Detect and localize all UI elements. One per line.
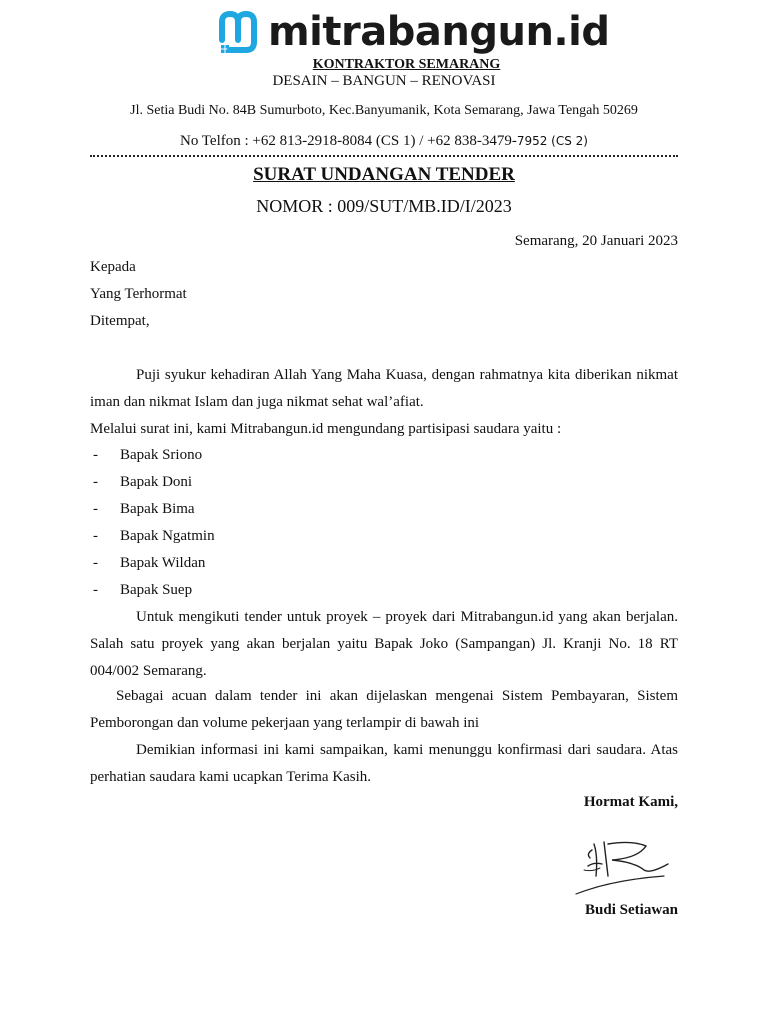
invitee-name: Bapak Sriono	[120, 447, 203, 463]
invitation-line: Melalui surat ini, kami Mitrabangun.id mengundang partisipasi saudara yaitu :	[90, 421, 562, 437]
phone-main: No Telfon : +62 813-2918-8084 (CS 1) / +62 838-3479-	[180, 133, 517, 149]
reference-paragraph: Sebagai acuan dalam tender ini akan dijelaskan mengenai Sistem Pembayaran, Sistem Pemborongan dan volume pekerjaan yang terlampir di bawah ini	[90, 688, 678, 731]
invitee-name: Bapak Bima	[120, 501, 195, 517]
company-address: Jl. Setia Budi No. 84B Sumurboto, Kec.Banyumanik, Kota Semarang, Jawa Tengah 50269	[130, 103, 638, 118]
invitee-name: Bapak Suep	[120, 582, 193, 598]
document-number: NOMOR : 009/SUT/MB.ID/I/2023	[256, 196, 512, 216]
list-item	[90, 442, 215, 469]
signature-image	[572, 836, 672, 903]
recipient-line-1: Kepada	[90, 259, 136, 275]
recipient-line-3: Ditempat,	[90, 313, 150, 329]
invitee-name: Bapak Wildan	[120, 555, 206, 571]
document-date: Semarang, 20 Januari 2023	[514, 233, 678, 249]
invitee-name: Bapak Doni	[120, 474, 193, 490]
list-item	[90, 550, 215, 577]
list-marker: -	[93, 447, 98, 463]
list-item	[90, 523, 215, 550]
company-phone	[0, 133, 768, 150]
list-marker: -	[93, 474, 98, 490]
logo-mark-icon	[218, 10, 264, 54]
list-marker: -	[93, 501, 98, 517]
list-marker: -	[93, 582, 98, 598]
invitee-name: Bapak Ngatmin	[120, 528, 215, 544]
list-marker: -	[93, 555, 98, 571]
list-item	[90, 577, 215, 604]
project-paragraph: Untuk mengikuti tender untuk proyek – proyek dari Mitrabangun.id yang akan berjalan. Salah satu proyek yang akan berjalan yaitu Bapak Joko (Sampangan) Jl. Kranji No. 18 RT 004/002 Semarang.	[90, 609, 678, 679]
company-logo	[218, 8, 609, 56]
company-name: KONTRAKTOR SEMARANG	[312, 57, 501, 72]
opening-paragraph: Puji syukur kehadiran Allah Yang Maha Kuasa, dengan rahmatnya kita diberikan nikmat iman dan nikmat Islam dan juga nikmat sehat wal’afiat.	[90, 367, 678, 410]
signer-name: Budi Setiawan	[585, 902, 678, 918]
letterhead-divider	[90, 155, 678, 157]
list-item	[90, 496, 215, 523]
logo-wordmark: mitrabangun.id	[268, 9, 610, 55]
list-item	[90, 469, 215, 496]
list-marker: -	[93, 528, 98, 544]
closing-paragraph: Demikian informasi ini kami sampaikan, kami menunggu konfirmasi dari saudara. Atas perhatian saudara kami ucapkan Terima Kasih.	[90, 742, 678, 785]
company-tagline: DESAIN – BANGUN – RENOVASI	[272, 73, 496, 89]
phone-tail: 7952 (CS 2)	[516, 134, 588, 148]
invitee-list	[90, 442, 215, 604]
document-title: SURAT UNDANGAN TENDER	[253, 164, 515, 185]
closing-salutation: Hormat Kami,	[583, 794, 678, 810]
recipient-line-2: Yang Terhormat	[90, 286, 187, 302]
